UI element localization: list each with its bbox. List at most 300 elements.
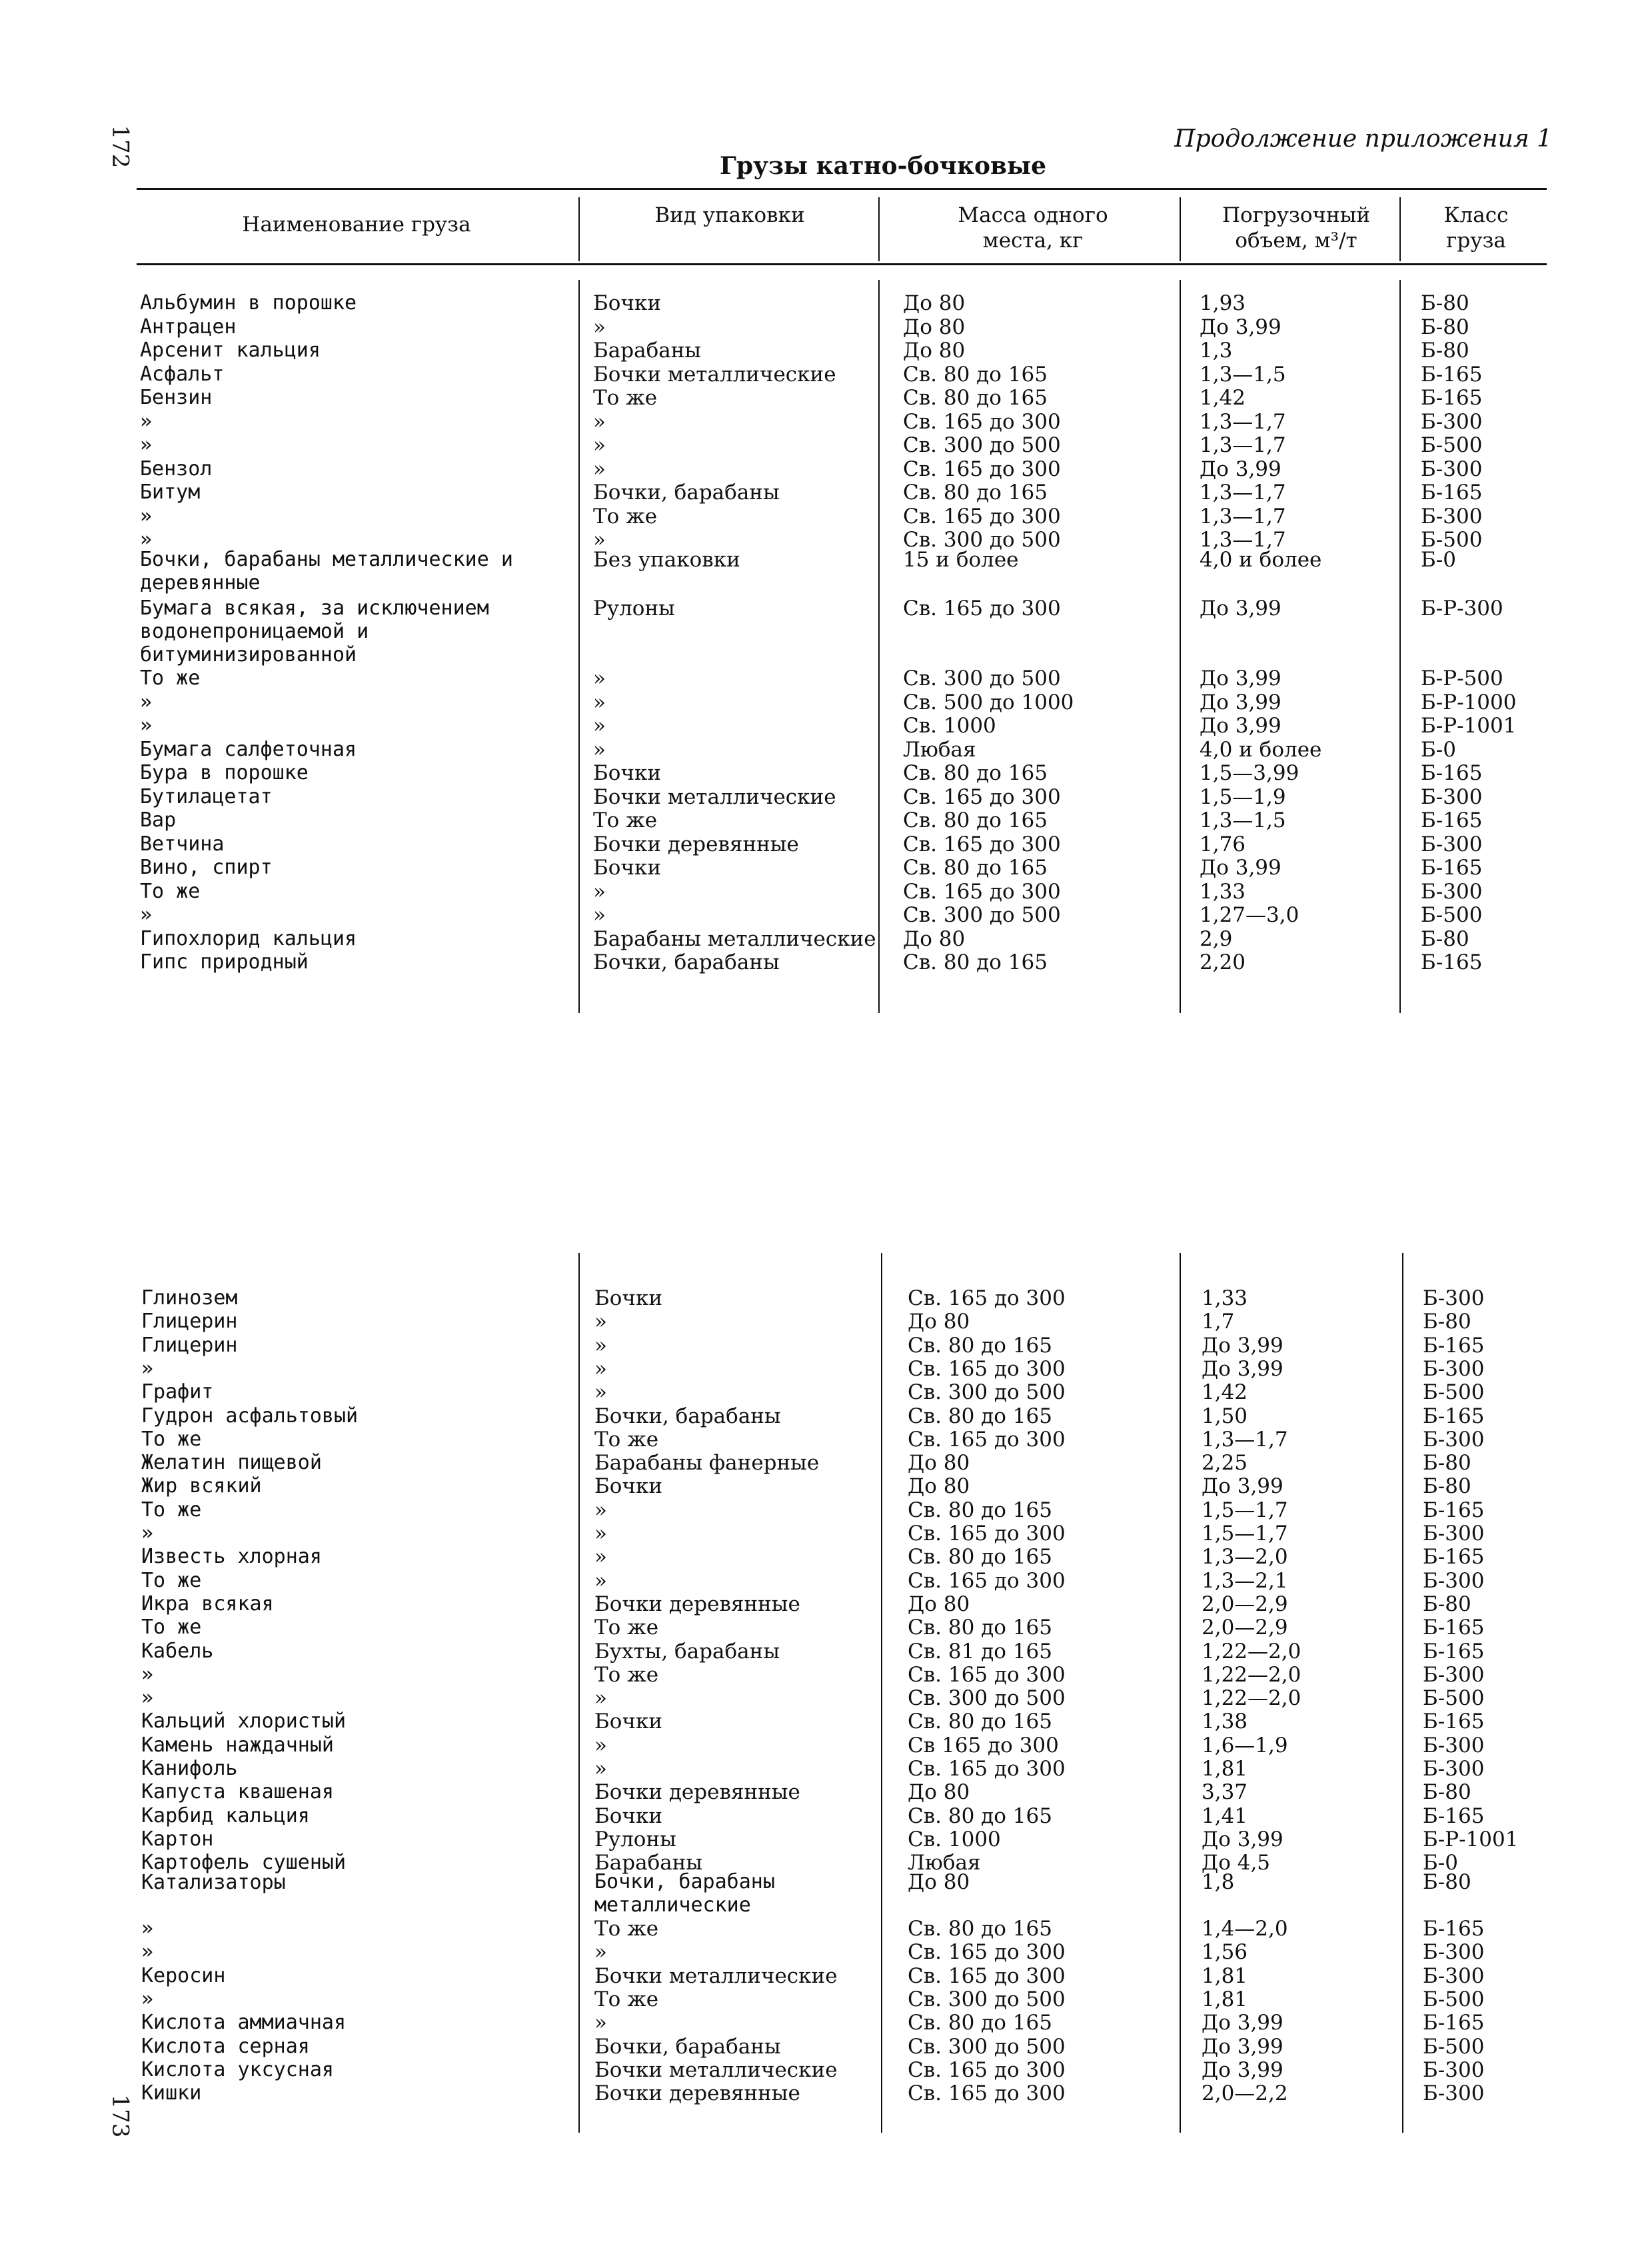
cell-volume: 2,0—2,9 [1202,1592,1288,1616]
cell-mass: До 80 [908,1870,970,1894]
body-col-rule [1180,280,1181,1013]
cell-volume: 1,42 [1202,1380,1248,1405]
cell-volume: 1,3—2,1 [1202,1568,1288,1593]
cell-volume: 1,5—1,7 [1202,1522,1288,1546]
cell-class: Б-300 [1423,1940,1485,1965]
cell-pack: Без упаковки [593,548,740,572]
cell-mass: 15 и более [903,548,1019,572]
cell-volume: 1,3—1,7 [1200,481,1286,505]
cell-class: Б-300 [1421,784,1483,809]
cell-volume: До 3,99 [1200,315,1281,339]
body-col-rule [1180,1253,1181,2133]
cell-class: Б-Р-1001 [1423,1827,1519,1851]
cell-volume: 3,37 [1202,1780,1248,1805]
body-col-rule [578,1253,580,2133]
cell-class: Б-300 [1423,1662,1485,1687]
cell-volume: До 3,99 [1202,1474,1283,1499]
cell-mass: Св. 165 до 300 [903,504,1061,529]
cell-class: Б-300 [1423,1963,1485,1988]
cell-mass: Св. 165 до 300 [903,879,1061,904]
cell-name: Альбумин в порошке [140,291,357,315]
cell-volume: 1,4—2,0 [1202,1917,1288,1941]
cell-pack: Бочки [594,1709,662,1734]
cell-class: Б-500 [1423,1987,1485,2011]
body-col-rule [881,1253,882,2133]
cell-volume: 1,3—1,7 [1202,1427,1288,1452]
cell-name: Арсенит кальция [140,339,321,362]
cell-name: Глицерин [141,1310,238,1334]
cell-class: Б-Р-1001 [1421,714,1517,738]
cell-mass: До 80 [903,291,966,315]
cell-pack: Бочки, барабаны [594,2034,781,2059]
cell-class: Б-500 [1421,528,1483,552]
cell-class: Б-80 [1421,926,1469,951]
cell-pack: Бочки деревянные [594,1592,800,1616]
cell-pack: Бухты, барабаны [594,1639,780,1664]
cell-pack: » [593,903,606,927]
cell-class: Б-500 [1421,433,1483,457]
cell-volume: 1,3—1,5 [1200,808,1286,832]
cell-name: Глицерин [141,1333,238,1357]
cell-name: Гипохлорид кальция [140,926,357,950]
continuation-note: Продолжение приложения 1 [1174,125,1552,153]
cell-pack: Бочки [594,1474,662,1499]
cell-class: Б-80 [1423,1474,1471,1499]
cell-mass: Св. 80 до 165 [908,1333,1052,1358]
cell-name: Глинозем [141,1286,238,1310]
cell-class: Б-165 [1423,1333,1485,1358]
cell-volume: До 3,99 [1202,1333,1283,1358]
cell-pack: » [594,1757,607,1781]
page-title: Грузы катно-бочковые [720,152,1046,180]
header-top-rule [137,188,1547,190]
cell-volume: До 3,99 [1200,856,1281,880]
header-mass: Масса одного места, кг [958,203,1108,253]
cell-mass: Св. 80 до 165 [908,2011,1052,2035]
cell-mass: Св. 165 до 300 [908,1522,1066,1546]
cell-mass: Св. 165 до 300 [908,1568,1066,1593]
cell-pack: Бочки, барабаны [594,1404,781,1428]
cell-volume: 1,3—1,7 [1200,504,1286,529]
cell-mass: До 80 [903,339,966,363]
cell-name: Кабель [141,1639,214,1663]
cell-mass: До 80 [908,1592,970,1616]
cell-pack: Бочки металлические [594,1963,838,1988]
header-col-rule [578,197,580,261]
cell-mass: Св. 1000 [903,714,996,738]
cell-class: Б-165 [1423,1545,1485,1570]
cell-mass: До 80 [908,1451,970,1476]
cell-name: То же [140,879,201,903]
cell-pack: Бочки, барабаны металлические [594,1870,775,1917]
cell-name: Гудрон асфальтовый [141,1404,359,1428]
cell-class: Б-165 [1423,1639,1485,1664]
cell-class: Б-300 [1423,1568,1485,1593]
cell-pack: Барабаны фанерные [594,1451,820,1476]
cell-mass: Св. 165 до 300 [903,409,1061,434]
cell-mass: Св. 165 до 300 [908,1662,1066,1687]
cell-volume: До 3,99 [1200,714,1281,738]
cell-name: Бумага салфеточная [140,737,357,761]
cell-volume: До 3,99 [1202,1827,1283,1851]
cell-name: Известь хлорная [141,1545,322,1569]
cell-volume: 1,5—1,9 [1200,784,1286,809]
cell-pack: » [594,1310,607,1334]
cell-pack: Бочки [594,1286,662,1310]
cell-class: Б-300 [1421,409,1483,434]
cell-class: Б-500 [1423,1380,1485,1405]
cell-pack: Бочки, барабаны [593,950,780,974]
cell-mass: Св. 165 до 300 [903,832,1061,856]
cell-class: Б-165 [1421,386,1483,410]
page-number-top: 172 [107,125,134,169]
cell-pack: » [594,1356,607,1381]
header-col-rule [1180,197,1181,261]
cell-class: Б-165 [1423,1709,1485,1734]
cell-volume: 2,0—2,9 [1202,1616,1288,1640]
cell-pack: То же [594,1662,659,1687]
cell-name: Кишки [141,2081,202,2105]
cell-pack: Бочки деревянные [594,2081,800,2106]
cell-name: Вино, спирт [140,856,273,879]
cell-class: Б-165 [1423,1404,1485,1428]
cell-mass: Св. 80 до 165 [903,362,1048,387]
cell-volume: До 3,99 [1200,690,1281,714]
cell-volume: До 3,99 [1200,596,1281,620]
cell-name: Кислота серная [141,2034,310,2058]
cell-mass: Св. 80 до 165 [903,950,1048,974]
cell-name: То же [141,1498,202,1522]
cell-name: Канифоль [141,1757,238,1780]
cell-pack: » [593,690,606,714]
cell-volume: До 4,5 [1202,1851,1271,1875]
cell-mass: Св. 300 до 500 [908,1380,1066,1405]
cell-name: » [140,903,153,926]
cell-volume: До 3,99 [1202,2057,1283,2082]
cell-pack: Бочки металлические [594,2057,838,2082]
cell-class: Б-300 [1421,457,1483,481]
cell-name: То же [141,1568,202,1592]
cell-mass: Св. 80 до 165 [908,1616,1052,1640]
cell-volume: До 3,99 [1200,457,1281,481]
cell-pack: То же [594,1427,659,1452]
cell-name: То же [141,1427,202,1451]
header-name: Наименование груза [242,213,471,237]
cell-volume: 1,5—1,7 [1202,1498,1288,1522]
body-col-rule [878,280,880,1013]
cell-mass: Св. 165 до 300 [908,1757,1066,1781]
cell-pack: » [593,315,606,339]
cell-pack: То же [593,386,658,410]
cell-volume: 1,76 [1200,832,1246,856]
cell-mass: Св. 300 до 500 [908,1987,1066,2011]
cell-name: Битум [140,481,201,504]
cell-volume: До 3,99 [1202,2011,1283,2035]
cell-volume: 1,93 [1200,291,1246,315]
cell-name: Катализаторы [141,1871,286,1894]
cell-volume: 1,81 [1202,1963,1248,1988]
cell-mass: Св. 80 до 165 [908,1498,1052,1522]
cell-mass: Св. 165 до 300 [908,1427,1066,1452]
cell-mass: Св. 300 до 500 [903,666,1061,690]
cell-class: Б-300 [1421,504,1483,529]
cell-volume: 1,33 [1200,879,1246,904]
cell-class: Б-80 [1421,339,1469,363]
cell-class: Б-300 [1423,1522,1485,1546]
cell-mass: Св. 300 до 500 [903,433,1061,457]
cell-name: Бензин [140,386,213,409]
cell-name: Керосин [141,1963,226,1987]
cell-mass: Любая [908,1851,981,1875]
cell-volume: 1,3—1,7 [1200,409,1286,434]
cell-pack: » [593,433,606,457]
cell-mass: Св. 80 до 165 [903,808,1048,832]
cell-class: Б-300 [1423,1286,1485,1310]
cell-volume: 2,0—2,2 [1202,2081,1288,2106]
cell-name: Кислота уксусная [141,2057,334,2081]
cell-volume: 1,7 [1202,1310,1235,1334]
cell-pack: То же [593,808,658,832]
cell-volume: 1,3—1,7 [1200,433,1286,457]
cell-mass: Св. 300 до 500 [903,528,1061,552]
cell-pack: Барабаны металлические [593,926,876,951]
cell-name: » [141,1356,154,1380]
cell-mass: Св. 80 до 165 [908,1803,1052,1828]
cell-class: Б-165 [1421,362,1483,387]
cell-name: » [141,1686,154,1710]
cell-volume: 1,3—2,0 [1202,1545,1288,1570]
cell-name: » [140,528,153,551]
cell-volume: 1,3 [1200,339,1233,363]
cell-volume: 4,0 и более [1200,737,1322,762]
cell-pack: Бочки металлические [593,362,836,387]
body-col-rule [1402,1253,1403,2133]
cell-class: Б-165 [1423,1803,1485,1828]
header-bottom-rule [137,263,1547,265]
cell-class: Б-165 [1421,481,1483,505]
cell-pack: » [594,1568,607,1593]
cell-name: » [140,433,153,457]
cell-class: Б-Р-500 [1421,666,1503,690]
cell-volume: 1,50 [1202,1404,1248,1428]
cell-name: Капуста квашеная [141,1780,334,1804]
cell-pack: » [594,1545,607,1570]
cell-mass: Св. 81 до 165 [908,1639,1052,1664]
cell-pack: » [593,714,606,738]
body-col-rule [578,280,580,1013]
cell-name: Картон [141,1827,214,1851]
cell-class: Б-165 [1421,808,1483,832]
cell-name: » [141,1662,154,1686]
cell-volume: 1,33 [1202,1286,1248,1310]
cell-pack: Бочки металлические [593,784,836,809]
cell-mass: Св. 165 до 300 [903,784,1061,809]
cell-name: Бура в порошке [140,761,309,784]
cell-name: » [140,409,153,433]
cell-name: » [140,690,153,714]
cell-class: Б-80 [1423,1780,1471,1805]
cell-mass: Любая [903,737,976,762]
cell-volume: 2,20 [1200,950,1246,974]
cell-pack: Бочки деревянные [593,832,799,856]
cell-class: Б-500 [1423,1686,1485,1711]
header-class: Класс груза [1443,203,1509,253]
header-col-rule [878,197,880,261]
cell-name: То же [141,1616,202,1640]
cell-pack: » [594,1333,607,1358]
cell-volume: До 3,99 [1202,2034,1283,2059]
header-col-rule [1399,197,1401,261]
cell-pack: То же [594,1616,659,1640]
cell-pack: То же [594,1987,659,2011]
cell-mass: Св. 500 до 1000 [903,690,1074,714]
cell-pack: » [593,737,606,762]
cell-mass: Св. 165 до 300 [908,2057,1066,2082]
cell-name: Бензол [140,457,213,481]
cell-volume: 1,22—2,0 [1202,1662,1301,1687]
cell-class: Б-80 [1423,1592,1471,1616]
cell-class: Б-165 [1423,1917,1485,1941]
cell-name: Икра всякая [141,1592,274,1616]
cell-pack: То же [594,1917,659,1941]
cell-pack: » [594,1940,607,1965]
cell-class: Б-500 [1421,903,1483,927]
cell-name: Ветчина [140,832,225,856]
cell-class: Б-Р-1000 [1421,690,1517,714]
cell-class: Б-165 [1423,1498,1485,1522]
cell-volume: 1,41 [1202,1803,1248,1828]
cell-pack: Бочки [593,291,661,315]
cell-mass: До 80 [908,1780,970,1805]
cell-mass: Св. 165 до 300 [908,2081,1066,2106]
cell-class: Б-165 [1423,1616,1485,1640]
page-number-bottom: 173 [107,2094,134,2138]
cell-mass: Св. 80 до 165 [908,1709,1052,1734]
cell-name: Кальций хлористый [141,1709,347,1733]
cell-pack: Рулоны [593,596,675,620]
cell-class: Б-0 [1421,548,1456,572]
cell-name: То же [140,666,201,690]
cell-class: Б-300 [1423,2081,1485,2106]
cell-name: » [141,1522,154,1545]
cell-class: Б-80 [1423,1451,1471,1476]
cell-mass: Св. 165 до 300 [908,1940,1066,1965]
cell-pack: » [593,879,606,904]
cell-name: » [141,1917,154,1940]
cell-name: » [141,1940,154,1964]
cell-name: Гипс природный [140,950,309,974]
cell-class: Б-80 [1423,1310,1471,1334]
cell-class: Б-80 [1423,1870,1471,1894]
cell-mass: Св. 80 до 165 [908,1404,1052,1428]
cell-pack: » [594,2011,607,2035]
cell-class: Б-500 [1423,2034,1485,2059]
cell-name: Желатин пищевой [141,1451,322,1475]
cell-name: Камень наждачный [141,1733,334,1757]
cell-class: Б-0 [1423,1851,1458,1875]
cell-pack: Бочки, барабаны [593,481,780,505]
cell-pack: Барабаны [593,339,702,363]
cell-pack: То же [593,504,658,529]
cell-class: Б-165 [1421,856,1483,880]
cell-pack: Бочки [593,856,661,880]
cell-volume: 1,56 [1202,1940,1248,1965]
cell-name: Бумага всякая, за исключением водонепроницаемой и битуминизированной [140,596,489,666]
header-volume: Погрузочный объем, м³/т [1222,203,1371,253]
cell-mass: Св. 165 до 300 [908,1356,1066,1381]
cell-mass: До 80 [903,926,966,951]
cell-mass: Св. 80 до 165 [908,1917,1052,1941]
cell-pack: » [593,457,606,481]
cell-mass: Св. 80 до 165 [903,481,1048,505]
cell-mass: До 80 [908,1310,970,1334]
cell-pack: » [593,666,606,690]
cell-mass: Св. 80 до 165 [908,1545,1052,1570]
cell-name: » [140,714,153,737]
cell-name: Жир всякий [141,1474,262,1498]
cell-name: Карбид кальция [141,1803,310,1827]
cell-pack: » [593,528,606,552]
body-col-rule [1399,280,1401,1013]
cell-volume: 1,42 [1200,386,1246,410]
cell-mass: Св. 165 до 300 [903,457,1061,481]
cell-mass: Св. 80 до 165 [903,386,1048,410]
cell-pack: Бочки деревянные [594,1780,800,1805]
cell-class: Б-300 [1423,1733,1485,1757]
cell-pack: Бочки [594,1803,662,1828]
cell-class: Б-0 [1421,737,1456,762]
cell-mass: Св. 80 до 165 [903,761,1048,785]
cell-volume: 2,25 [1202,1451,1248,1476]
cell-name: Кислота аммиачная [141,2011,347,2035]
cell-name: Графит [141,1380,214,1404]
cell-pack: » [594,1380,607,1405]
cell-mass: Св. 165 до 300 [903,596,1061,620]
cell-name: Картофель сушеный [141,1851,347,1875]
cell-volume: 1,81 [1202,1757,1248,1781]
cell-mass: Св. 165 до 300 [908,1286,1066,1310]
cell-volume: 1,6—1,9 [1202,1733,1288,1757]
cell-pack: » [594,1733,607,1757]
cell-mass: Св. 300 до 500 [908,1686,1066,1711]
cell-mass: Св. 80 до 165 [903,856,1048,880]
cell-volume: 1,27—3,0 [1200,903,1299,927]
cell-name: Вар [140,808,177,832]
cell-class: Б-80 [1421,291,1469,315]
cell-pack: Барабаны [594,1851,703,1875]
cell-class: Б-300 [1423,1757,1485,1781]
cell-class: Б-300 [1421,832,1483,856]
cell-mass: До 80 [903,315,966,339]
cell-volume: 2,9 [1200,926,1233,951]
cell-class: Б-300 [1423,2057,1485,2082]
cell-volume: 1,22—2,0 [1202,1639,1301,1664]
cell-class: Б-165 [1423,2011,1485,2035]
cell-class: Б-165 [1421,950,1483,974]
cell-class: Б-165 [1421,761,1483,785]
cell-name: Антрацен [140,315,237,339]
cell-name: Бутилацетат [140,784,273,808]
cell-volume: До 3,99 [1202,1356,1283,1381]
cell-volume: 1,5—3,99 [1200,761,1299,785]
cell-volume: 1,3—1,5 [1200,362,1286,387]
cell-volume: 1,38 [1202,1709,1248,1734]
cell-mass: Св. 165 до 300 [908,1963,1066,1988]
cell-volume: 1,3—1,7 [1200,528,1286,552]
cell-class: Б-80 [1421,315,1469,339]
cell-mass: Св. 1000 [908,1827,1001,1851]
cell-mass: До 80 [908,1474,970,1499]
